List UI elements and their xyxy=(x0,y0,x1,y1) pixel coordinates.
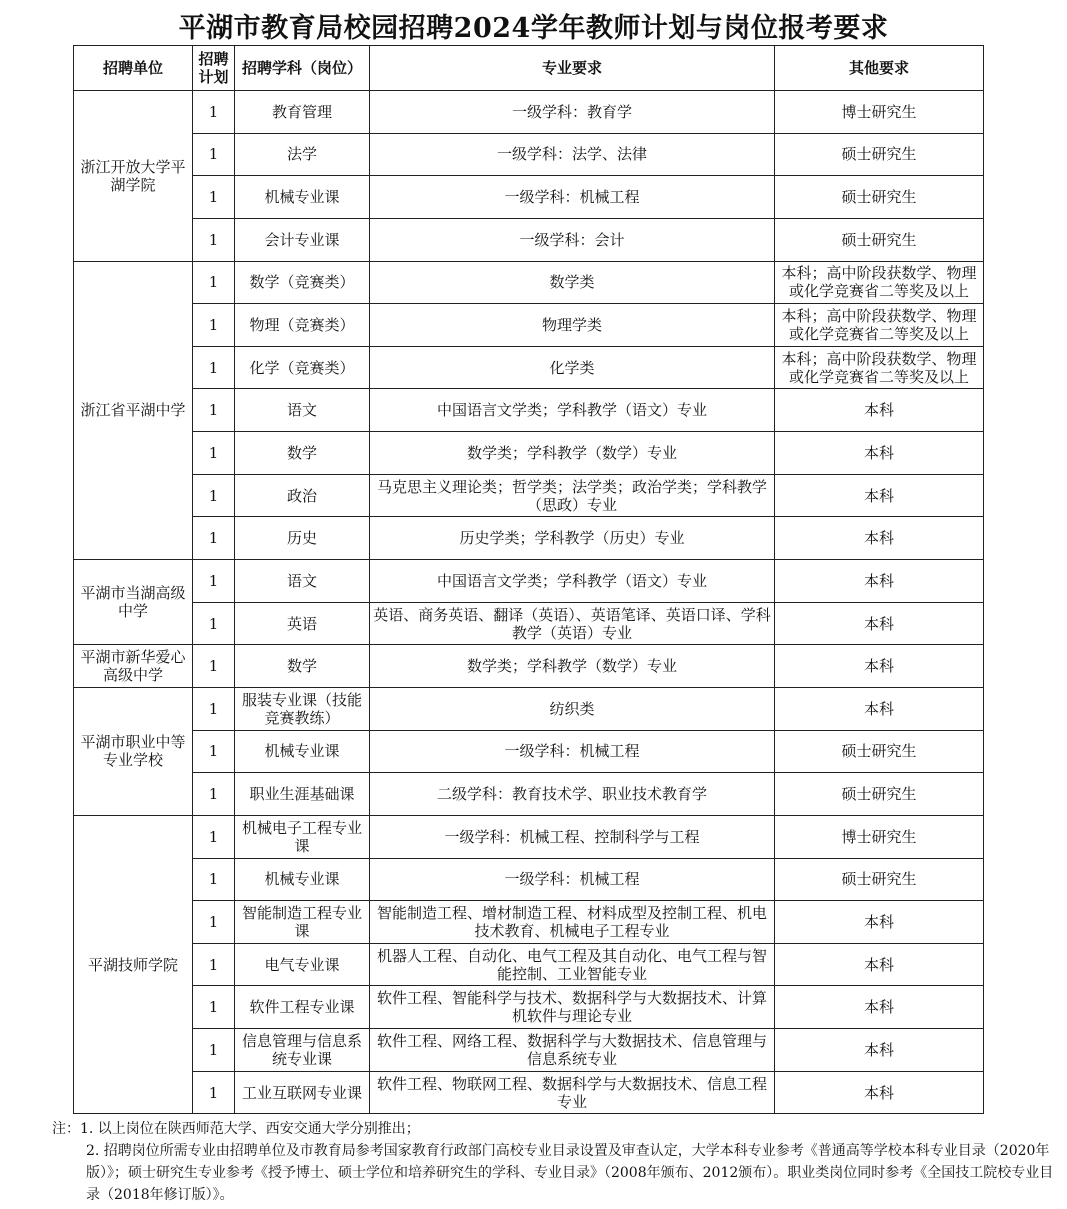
header-plan: 招聘计划 xyxy=(193,46,235,91)
unit-cell: 浙江省平湖中学 xyxy=(74,261,193,559)
recruitment-table xyxy=(73,45,984,1114)
plan-cell: 1 xyxy=(193,687,235,730)
table-row xyxy=(74,91,984,134)
major-cell: 机器人工程、自动化、电气工程及其自动化、电气工程与智能控制、工业智能专业 xyxy=(370,943,775,986)
subject-cell: 软件工程专业课 xyxy=(235,986,370,1029)
major-cell: 软件工程、网络工程、数据科学与大数据技术、信息管理与信息系统专业 xyxy=(370,1029,775,1072)
other-cell: 博士研究生 xyxy=(775,91,984,134)
table-row xyxy=(74,474,984,517)
major-cell: 一级学科：法学、法律 xyxy=(370,133,775,176)
major-cell: 软件工程、物联网工程、数据科学与大数据技术、信息工程专业 xyxy=(370,1071,775,1114)
other-cell: 本科 xyxy=(775,1071,984,1114)
other-cell: 本科 xyxy=(775,901,984,944)
other-cell: 本科 xyxy=(775,645,984,688)
subject-cell: 政治 xyxy=(235,474,370,517)
table-row xyxy=(74,986,984,1029)
major-cell: 软件工程、智能科学与技术、数据科学与大数据技术、计算机软件与理论专业 xyxy=(370,986,775,1029)
other-cell: 本科 xyxy=(775,389,984,432)
subject-cell: 数学（竞赛类） xyxy=(235,261,370,304)
other-cell: 本科 xyxy=(775,687,984,730)
subject-cell: 历史 xyxy=(235,517,370,560)
plan-cell: 1 xyxy=(193,346,235,389)
subject-cell: 机械电子工程专业课 xyxy=(235,815,370,858)
major-cell: 历史学类；学科教学（历史）专业 xyxy=(370,517,775,560)
plan-cell: 1 xyxy=(193,432,235,475)
unit-cell: 平湖技师学院 xyxy=(74,815,193,1113)
table-row xyxy=(74,645,984,688)
subject-cell: 法学 xyxy=(235,133,370,176)
plan-cell: 1 xyxy=(193,943,235,986)
unit-cell: 平湖市职业中等专业学校 xyxy=(74,687,193,815)
other-cell: 本科 xyxy=(775,560,984,603)
plan-cell: 1 xyxy=(193,517,235,560)
other-cell: 硕士研究生 xyxy=(775,858,984,901)
table-row xyxy=(74,517,984,560)
subject-cell: 机械专业课 xyxy=(235,730,370,773)
major-cell: 数学类 xyxy=(370,261,775,304)
table-row xyxy=(74,432,984,475)
plan-cell: 1 xyxy=(193,1029,235,1072)
major-cell: 一级学科：教育学 xyxy=(370,91,775,134)
plan-cell: 1 xyxy=(193,304,235,347)
other-cell: 本科 xyxy=(775,602,984,645)
major-cell: 数学类；学科教学（数学）专业 xyxy=(370,432,775,475)
subject-cell: 数学 xyxy=(235,432,370,475)
plan-cell: 1 xyxy=(193,389,235,432)
header-unit: 招聘单位 xyxy=(74,46,193,91)
other-cell: 博士研究生 xyxy=(775,815,984,858)
major-cell: 物理学类 xyxy=(370,304,775,347)
major-cell: 纺织类 xyxy=(370,687,775,730)
other-cell: 本科；高中阶段获数学、物理或化学竞赛省二等奖及以上 xyxy=(775,261,984,304)
table-row xyxy=(74,602,984,645)
table-row xyxy=(74,901,984,944)
table-row xyxy=(74,1071,984,1114)
other-cell: 硕士研究生 xyxy=(775,218,984,261)
plan-cell: 1 xyxy=(193,1071,235,1114)
other-cell: 本科；高中阶段获数学、物理或化学竞赛省二等奖及以上 xyxy=(775,304,984,347)
subject-cell: 工业互联网专业课 xyxy=(235,1071,370,1114)
subject-cell: 教育管理 xyxy=(235,91,370,134)
subject-cell: 物理（竞赛类） xyxy=(235,304,370,347)
major-cell: 一级学科：机械工程 xyxy=(370,858,775,901)
table-row xyxy=(74,261,984,304)
major-cell: 马克思主义理论类；哲学类；法学类；政治学类；学科教学（思政）专业 xyxy=(370,474,775,517)
table-row xyxy=(74,1029,984,1072)
table-row xyxy=(74,687,984,730)
table-row xyxy=(74,346,984,389)
header-major: 专业要求 xyxy=(370,46,775,91)
major-cell: 数学类；学科教学（数学）专业 xyxy=(370,645,775,688)
table-row xyxy=(74,133,984,176)
plan-cell: 1 xyxy=(193,858,235,901)
plan-cell: 1 xyxy=(193,133,235,176)
plan-cell: 1 xyxy=(193,986,235,1029)
table-row xyxy=(74,176,984,219)
subject-cell: 英语 xyxy=(235,602,370,645)
major-cell: 一级学科：会计 xyxy=(370,218,775,261)
table-row xyxy=(74,560,984,603)
note-2: 2. 招聘岗位所需专业由招聘单位及市教育局参考国家教育行政部门高校专业目录设置及审查认定，大学本科专业参考《普通高等学校本科专业目录（2020年版）》；硕士研究生专业参考《授予博士、硕士学位和培养研究生的学科、专业目录》（2008年颁布、2012颁布）。职业类岗位同时参考《全国技工院校专业目录（2018年修订版）》。 xyxy=(86,1143,1054,1203)
plan-cell: 1 xyxy=(193,474,235,517)
other-cell: 本科 xyxy=(775,474,984,517)
major-cell: 英语、商务英语、翻译（英语）、英语笔译、英语口译、学科教学（英语）专业 xyxy=(370,602,775,645)
other-cell: 本科 xyxy=(775,517,984,560)
other-cell: 本科 xyxy=(775,432,984,475)
table-body xyxy=(74,91,984,1114)
footnotes xyxy=(52,1118,1057,1206)
unit-cell: 浙江开放大学平湖学院 xyxy=(74,91,193,262)
major-cell: 一级学科：机械工程、控制科学与工程 xyxy=(370,815,775,858)
unit-cell: 平湖市新华爱心高级中学 xyxy=(74,645,193,688)
table-header-row xyxy=(74,46,984,91)
plan-cell: 1 xyxy=(193,176,235,219)
table-row xyxy=(74,304,984,347)
other-cell: 本科；高中阶段获数学、物理或化学竞赛省二等奖及以上 xyxy=(775,346,984,389)
plan-cell: 1 xyxy=(193,602,235,645)
major-cell: 二级学科：教育技术学、职业技术教育学 xyxy=(370,773,775,816)
plan-cell: 1 xyxy=(193,560,235,603)
unit-cell: 平湖市当湖高级中学 xyxy=(74,560,193,645)
table-row xyxy=(74,730,984,773)
other-cell: 本科 xyxy=(775,986,984,1029)
plan-cell: 1 xyxy=(193,815,235,858)
major-cell: 一级学科：机械工程 xyxy=(370,176,775,219)
subject-cell: 语文 xyxy=(235,389,370,432)
table-row xyxy=(74,858,984,901)
subject-cell: 服装专业课（技能竞赛教练） xyxy=(235,687,370,730)
table-row xyxy=(74,218,984,261)
header-other: 其他要求 xyxy=(775,46,984,91)
major-cell: 中国语言文学类；学科教学（语文）专业 xyxy=(370,389,775,432)
subject-cell: 化学（竞赛类） xyxy=(235,346,370,389)
page-title: 平湖市教育局校园招聘2024学年教师计划与岗位报考要求 xyxy=(178,13,889,44)
subject-cell: 智能制造工程专业课 xyxy=(235,901,370,944)
other-cell: 硕士研究生 xyxy=(775,730,984,773)
subject-cell: 机械专业课 xyxy=(235,176,370,219)
plan-cell: 1 xyxy=(193,773,235,816)
other-cell: 硕士研究生 xyxy=(775,133,984,176)
subject-cell: 信息管理与信息系统专业课 xyxy=(235,1029,370,1072)
table-row xyxy=(74,943,984,986)
plan-cell: 1 xyxy=(193,91,235,134)
note-1: 注：1. 以上岗位在陕西师范大学、西安交通大学分别推出； xyxy=(52,1121,420,1137)
subject-cell: 电气专业课 xyxy=(235,943,370,986)
table-row xyxy=(74,389,984,432)
major-cell: 智能制造工程、增材制造工程、材料成型及控制工程、机电技术教育、机械电子工程专业 xyxy=(370,901,775,944)
plan-cell: 1 xyxy=(193,730,235,773)
table-row xyxy=(74,815,984,858)
plan-cell: 1 xyxy=(193,645,235,688)
major-cell: 中国语言文学类；学科教学（语文）专业 xyxy=(370,560,775,603)
plan-cell: 1 xyxy=(193,901,235,944)
plan-cell: 1 xyxy=(193,261,235,304)
subject-cell: 机械专业课 xyxy=(235,858,370,901)
header-subject: 招聘学科（岗位） xyxy=(235,46,370,91)
major-cell: 一级学科：机械工程 xyxy=(370,730,775,773)
other-cell: 本科 xyxy=(775,1029,984,1072)
major-cell: 化学类 xyxy=(370,346,775,389)
subject-cell: 会计专业课 xyxy=(235,218,370,261)
subject-cell: 语文 xyxy=(235,560,370,603)
subject-cell: 数学 xyxy=(235,645,370,688)
table-row xyxy=(74,773,984,816)
other-cell: 硕士研究生 xyxy=(775,773,984,816)
other-cell: 本科 xyxy=(775,943,984,986)
plan-cell: 1 xyxy=(193,218,235,261)
subject-cell: 职业生涯基础课 xyxy=(235,773,370,816)
other-cell: 硕士研究生 xyxy=(775,176,984,219)
